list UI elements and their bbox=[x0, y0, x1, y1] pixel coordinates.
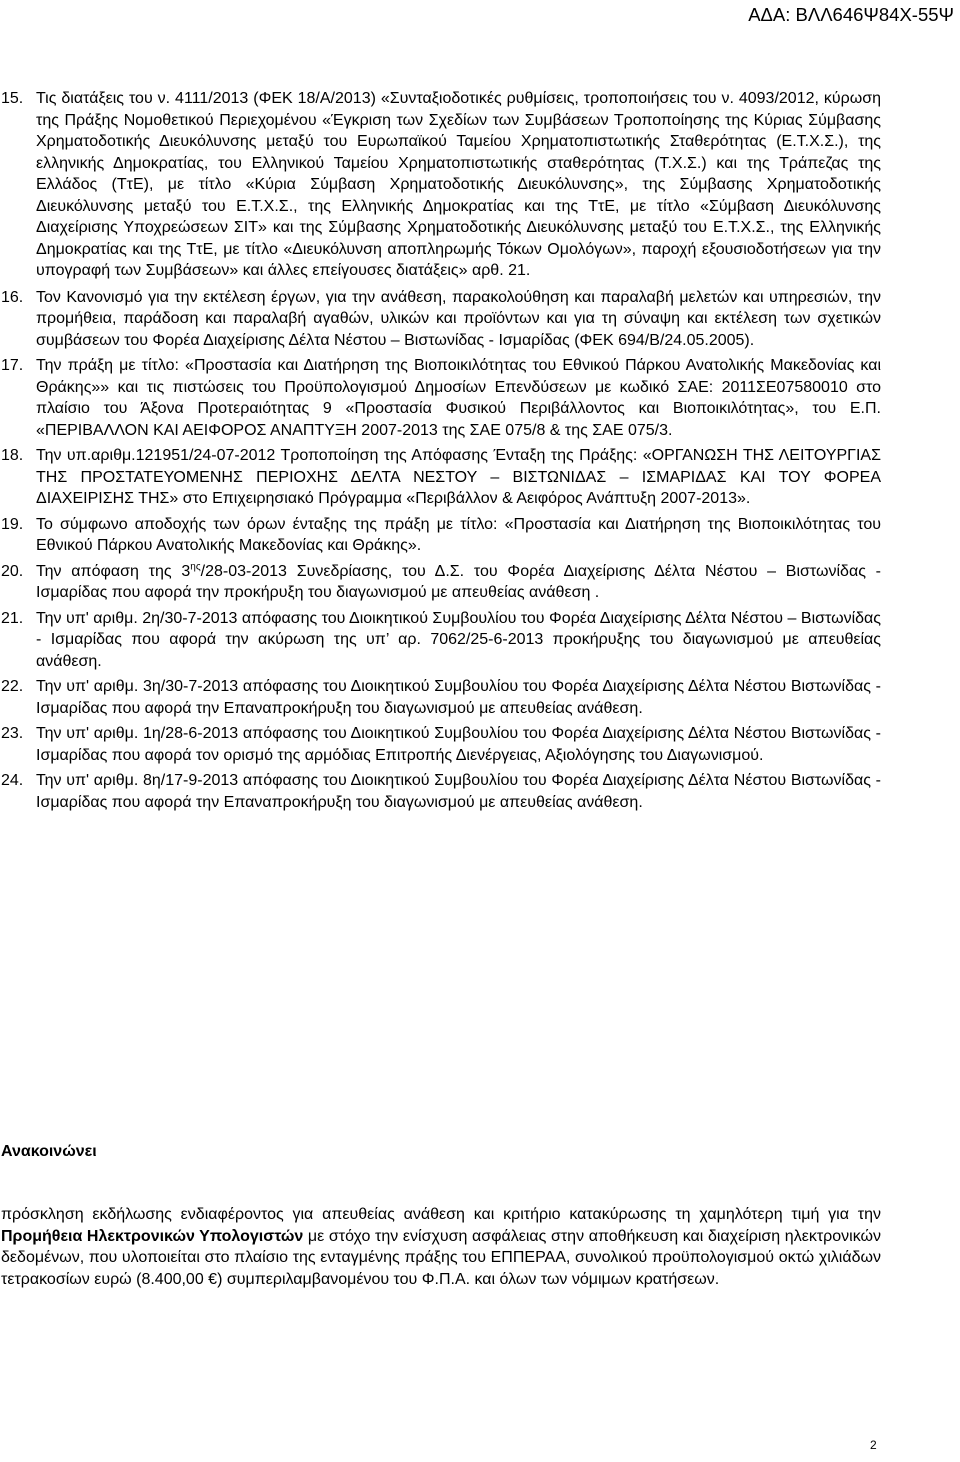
item-text-end: /28-03-2013 Συνεδρίασης, του Δ.Σ. του Φορέα Διαχείρισης Δέλτα Νέστου – Βιστωνίδας - Ισμαρίδας που αφορά την προκήρυξη του διαγωνισμού με απευθείας ανάθεση . bbox=[36, 562, 882, 601]
list-item bbox=[0, 770, 960, 813]
list-item bbox=[0, 514, 960, 557]
page-number: 2 bbox=[870, 1438, 877, 1452]
item-number: 22. bbox=[1, 678, 24, 695]
item-text: Την υπ.αριθμ.121951/24-07-2012 Τροποποίηση της Απόφασης Ένταξη της Πράξης: «ΟΡΓΑΝΩΣΗ ΤΗΣ ΛΕΙΤΟΥΡΓΙΑΣ ΤΗΣ ΠΡΟΣΤΑΤΕΥΟΜΕΝΗΣ ΠΕΡΙΟΧΗΣ ΔΕΛΤΑ ΝΕΣΤΟΥ – ΒΙΣΤΩΝΙΔΑΣ – ΙΣΜΑΡΙΔΑΣ ΚΑΙ ΤΟΥ ΦΟΡΕΑ ΔΙΑΧΕΙΡΙΣΗΣ ΤΗΣ» στο Επιχειρησιακό Πρόγραμμα «Περιβάλλον & Αειφόρος Ανάπτυξη 2007-2013». bbox=[36, 447, 881, 507]
document-code: ΑΔΑ: ΒΛΛ646Ψ84Χ-55Ψ bbox=[748, 4, 954, 25]
list-item bbox=[0, 445, 960, 510]
list-item bbox=[0, 676, 960, 719]
item-number: 17. bbox=[1, 357, 24, 374]
list-item bbox=[0, 287, 960, 352]
list-item bbox=[0, 608, 960, 673]
item-text: Τις διατάξεις του ν. 4111/2013 (ΦΕΚ 18/Α/2013) «Συνταξιοδοτικές ρυθμίσεις, τροποποιήσεις του ν. 4093/2012, κύρωση της Πράξης Νομοθετικού Περιεχομένου «Έγκριση των Σχεδίων των Συμβάσεων Τροποποίησης της Κύριας Σύμβασης Χρηματοδοτικής Διευκόλυνσης μεταξύ του Ευρωπαϊκού Ταμείου Χρηματοπιστωτικής Σταθερότητας (Ε.Τ.Χ.Σ.), της ελληνικής Δημοκρατίας, του Ελληνικού Ταμείου Χρηματοπιστωτικής σταθερότητας (Τ.Χ.Σ.) και της Τράπεζας της Ελλάδος (ΤτΕ), με τίτλο «Κύρια Σύμβαση Χρηματοδοτικής Διευκόλυνσης», της Σύμβασης Χρηματοδοτικής Διευκόλυνσης μεταξύ του Ε.Τ.Χ.Σ., της Ελληνικής Δημοκρατίας και της ΤτΕ, με τίτλο «Σύμβαση Διευκόλυνσης Διαχείρισης Υποχρεώσεων ΣΙΤ» και της Σύμβασης Χρηματοδοτικής Διευκόλυνσης μεταξύ του Ε.Τ.Χ.Σ., της Ελληνικής Δημοκρατίας και της ΤτΕ, με τίτλο «Διευκόλυνση αποπληρωμής Τόκων Ομολόγων», παροχή εξουσιοδοτήσεων για την υπογραφή των Συμβάσεων» και άλλες επείγουσες διατάξεις» αρθ. 21. bbox=[36, 90, 881, 279]
list-item bbox=[0, 723, 960, 766]
item-text bbox=[36, 563, 881, 602]
item-number: 24. bbox=[1, 772, 24, 789]
announcement-text-start: πρόσκληση εκδήλωσης ενδιαφέροντος για απευθείας ανάθεση και κριτήριο κατακύρωσης τη χαμηλότερη τιμή για την bbox=[1, 1206, 881, 1223]
item-text: Την υπ' αριθμ. 2η/30-7-2013 απόφασης του Διοικητικού Συμβουλίου του Φορέα Διαχείρισης Δέλτα Νέστου – Βιστωνίδας - Ισμαρίδας που αφορά την ακύρωση της υπ’ αρ. 7062/25-6-2013 προκήρυξης του διαγωνισμού με απευθείας ανάθεση. bbox=[36, 609, 881, 670]
item-number: 20. bbox=[1, 562, 24, 580]
announcement-bold-subject: Προμήθεια Ηλεκτρονικών Υπολογιστών bbox=[1, 1227, 304, 1245]
item-number: 16. bbox=[1, 288, 24, 306]
ordinal-superscript: ης bbox=[190, 561, 201, 573]
item-number: 19. bbox=[1, 515, 24, 533]
item-text: Την υπ' αριθμ. 3η/30-7-2013 απόφασης του Διοικητικού Συμβουλίου του Φορέα Διαχείρισης Δέλτα Νέστου Βιστωνίδας - Ισμαρίδας που αφορά την Επαναπροκήρυξη του διαγωνισμού με απευθείας ανάθεση. bbox=[36, 678, 881, 717]
item-number: 21. bbox=[1, 609, 24, 627]
item-text: Την υπ' αριθμ. 8η/17-9-2013 απόφασης του Διοικητικού Συμβουλίου του Φορέα Διαχείρισης Δέλτα Νέστου Βιστωνίδας - Ισμαρίδας που αφορά την Επαναπροκήρυξη του διαγωνισμού με απευθείας ανάθεση. bbox=[36, 772, 881, 811]
section-title: Ανακοινώνει bbox=[1, 1143, 97, 1160]
item-text-start: Την απόφαση της 3 bbox=[36, 562, 191, 580]
considerations-list bbox=[0, 88, 960, 813]
item-text: Την υπ' αριθμ. 1η/28-6-2013 απόφασης του Διοικητικού Συμβουλίου του Φορέα Διαχείρισης Δέλτα Νέστου Βιστωνίδας - Ισμαρίδας που αφορά τον ορισμό της αρμόδιας Επιτροπής Διενέργειας, Αξιολόγησης του Διαγωνισμού. bbox=[36, 725, 881, 764]
item-text: Το σύμφωνο αποδοχής των όρων ένταξης της πράξη με τίτλο: «Προστασία και Διατήρηση της Βιοποικιλότητας του Εθνικού Πάρκου Ανατολικής Μακεδονίας και Θράκης». bbox=[36, 515, 881, 554]
item-number: 15. bbox=[1, 90, 24, 107]
announcement-paragraph bbox=[1, 1204, 881, 1290]
list-item bbox=[0, 88, 960, 282]
list-item bbox=[0, 355, 960, 441]
item-text: Την πράξη με τίτλο: «Προστασία και Διατήρηση της Βιοποικιλότητας του Εθνικού Πάρκου Ανατολικής Μακεδονίας και Θράκης»» και τις πιστώσεις του Προϋπολογισμού Δημοσίων Επενδύσεων με κωδικό ΣΑΕ: 2011ΣΕ07580010 στο πλαίσιο του Άξονα Προτεραιότητας 9 «Προστασία Φυσικού Περιβάλλοντος και Βιοποικιλότητας», του Ε.Π. «ΠΕΡΙΒΑΛΛΟΝ ΚΑΙ ΑΕΙΦΟΡΟΣ ΑΝΑΠΤΥΞΗ 2007-2013 της ΣΑΕ 075/8 & της ΣΑΕ 075/3. bbox=[36, 357, 881, 439]
item-text: Τον Κανονισμό για την εκτέλεση έργων, για την ανάθεση, παρακολούθηση και παραλαβή μελετών και υπηρεσιών, την προμήθεια, παράδοση και παραλαβή αγαθών, υλικών και προϊόντων και για τη σύναψη και εκτέλεση των σχετικών συμβάσεων του Φορέα Διαχείρισης Δέλτα Νέστου – Βιστωνίδας - Ισμαρίδας (ΦΕΚ 694/Β/24.05.2005). bbox=[36, 288, 881, 349]
announcement-text-end: με στόχο την ενίσχυση ασφάλειας στην αποθήκευση και διαχείριση ηλεκτρονικών δεδομένων, που υλοποιείται στο πλαίσιο της ενταγμένης πράξης του ΕΠΠΕΡΑΑ, συνολικού προϋπολογισμού οκτώ χιλιάδων τετρακοσίων ευρώ (8.400,00 €) συμπεριλαμβανομένου του Φ.Π.Α. και όλων των νόμιμων κρατήσεων. bbox=[1, 1227, 882, 1288]
list-item bbox=[0, 561, 960, 604]
item-number: 23. bbox=[1, 725, 24, 742]
item-number: 18. bbox=[1, 447, 24, 464]
